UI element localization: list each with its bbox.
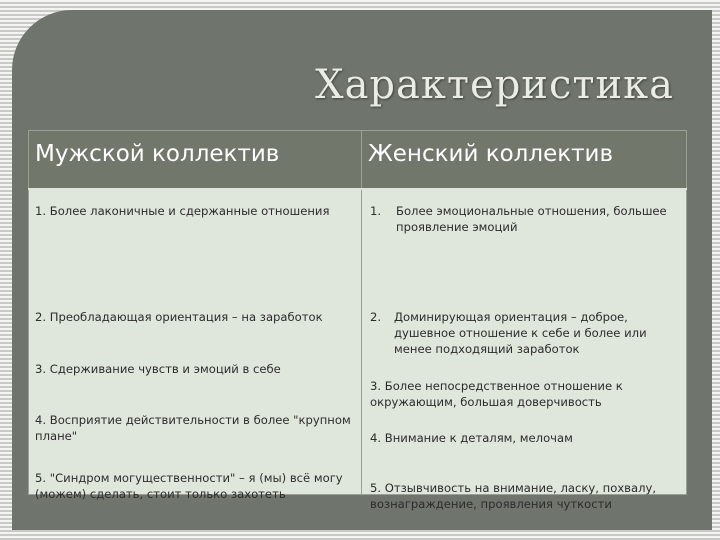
female-item-1-text: Более эмоциональные отношения, большее проявление эмоций [396, 203, 667, 234]
female-item-2-number: 2. [370, 309, 382, 324]
female-item-5-number: 5. [370, 480, 382, 495]
female-item-4-text: Внимание к деталям, мелочам [384, 430, 573, 445]
female-item-2 [370, 309, 678, 357]
male-item-4: 4. Восприятие действительности в более "крупном плане" [35, 412, 351, 443]
female-item-3 [370, 378, 678, 410]
male-item-5: 5. "Синдром могущественности" – я (мы) всё могу (можем) сделать, стоит только захотеть [35, 470, 343, 501]
comparison-table [28, 130, 687, 511]
table-body-row [29, 189, 687, 495]
male-column-header: Мужской коллектив [29, 131, 362, 189]
female-item-5 [370, 480, 678, 512]
female-items-cell [362, 189, 687, 511]
male-item-1: 1. Более лаконичные и сдержанные отношения [35, 203, 330, 218]
male-item-3: 3. Сдерживание чувств и эмоций в себе [35, 361, 281, 376]
female-item-1-number: 1. [370, 203, 382, 218]
table-header-row [29, 131, 687, 189]
male-items-cell [29, 189, 362, 501]
female-column-header: Женский коллектив [362, 131, 687, 189]
female-item-3-number: 3. [370, 378, 382, 393]
female-item-3-text: Более непосредственное отношение к окружающим, большая доверчивость [370, 378, 623, 409]
female-item-1 [370, 203, 678, 235]
male-item-2: 2. Преобладающая ориентация – на заработок [35, 309, 323, 324]
female-item-5-text: Отзывчивость на внимание, ласку, похвалу, вознаграждение, проявления чуткости [370, 480, 657, 511]
female-item-2-text: Доминирующая ориентация – доброе, душевное отношение к себе и более или менее подходящий заработок [394, 309, 647, 356]
slide-title: Характеристика [315, 62, 674, 108]
female-item-4 [370, 430, 678, 446]
female-item-4-number: 4. [370, 430, 382, 445]
